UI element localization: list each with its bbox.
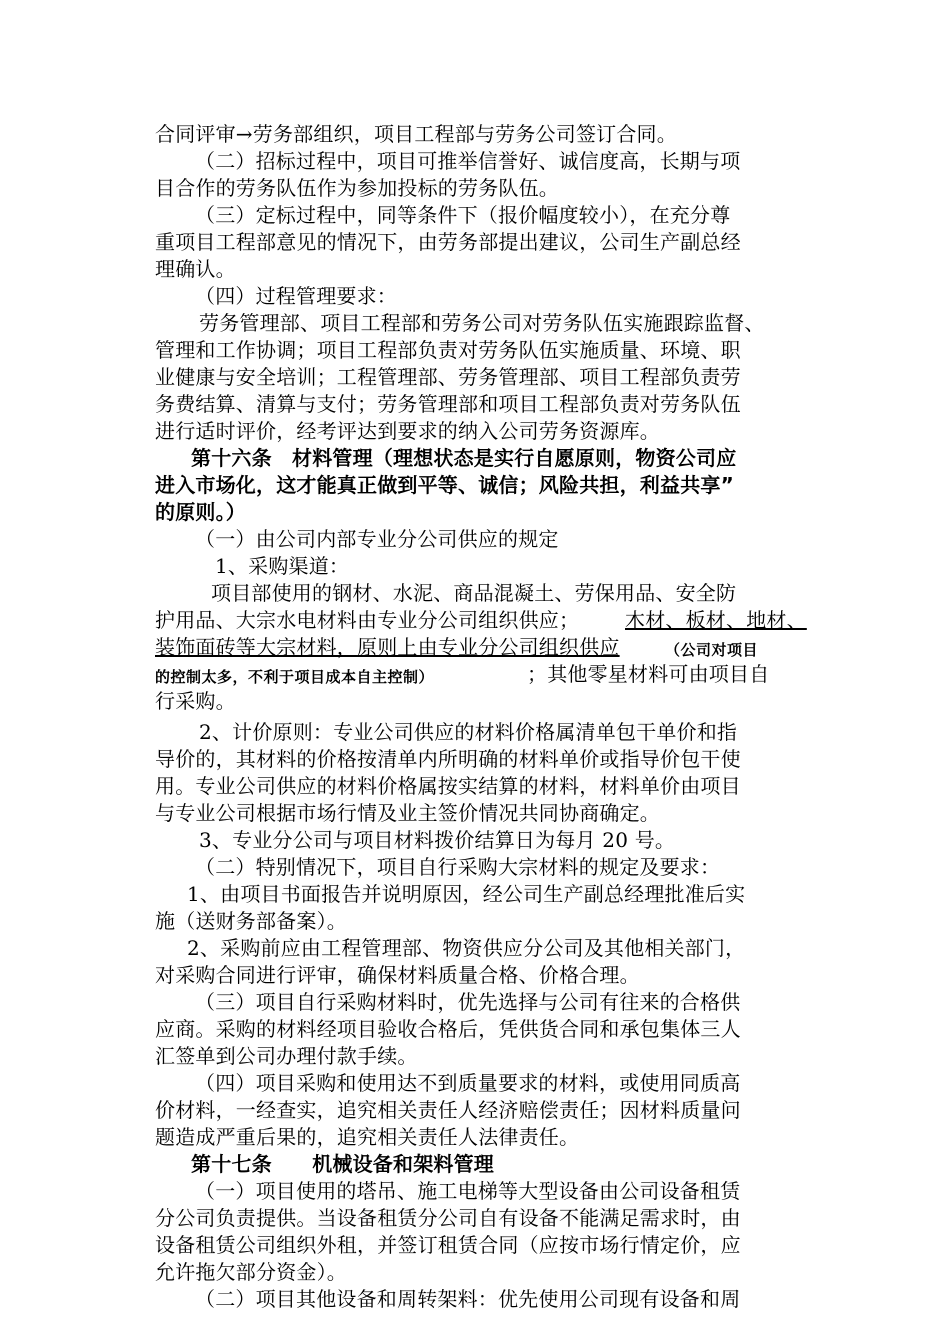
text-line: 管理和工作协调；项目工程部负责对劳务队伍实施质量、环境、职: [155, 338, 741, 362]
text-line: 允许拖欠部分资金）。: [155, 1260, 347, 1284]
text-line: （一）由公司内部专业分公司供应的规定: [195, 527, 559, 551]
text-line: （四）项目采购和使用达不到质量要求的材料，或使用同质高: [195, 1071, 741, 1095]
text-line: 行采购。: [155, 689, 236, 713]
text-line: （一）项目使用的塔吊、施工电梯等大型设备由公司设备租赁: [195, 1179, 741, 1203]
text-line: 分公司负责提供。当设备租赁分公司自有设备不能满足需求时，由: [155, 1206, 741, 1230]
article-16-heading-cont: 的原则。）: [155, 500, 246, 524]
text-line: 汇签单到公司办理付款手续。: [155, 1044, 418, 1068]
text-line: 施（送财务部备案）。: [155, 909, 347, 933]
text-line: 2、采购前应由工程管理部、物资供应分公司及其他相关部门，: [187, 936, 746, 960]
text-line: 3、专业分公司与项目材料拨价结算日为每月 20 号。: [199, 828, 676, 852]
text-line: 1、采购渠道：: [215, 554, 350, 578]
article-16-heading-cont: 进入市场化，这才能真正做到平等、诚信；风险共担，利益共享”: [155, 473, 734, 497]
text-line: （四）过程管理要求：: [195, 284, 397, 308]
text-line: （二）招标过程中，项目可推举信誉好、诚信度高，长期与项: [195, 149, 741, 173]
text-line: 题造成严重后果的，追究相关责任人法律责任。: [155, 1125, 580, 1149]
article-17-heading: 第十七条 机械设备和架料管理: [191, 1152, 494, 1176]
annotation-note: （公司对项目: [665, 641, 759, 659]
text-line: 应商。采购的材料经项目验收合格后，凭供货合同和承包集体三人: [155, 1017, 741, 1041]
text-line: 目合作的劳务队伍作为参加投标的劳务队伍。: [155, 176, 559, 200]
text-line: （三）项目自行采购材料时，优先选择与公司有往来的合格供: [195, 990, 741, 1014]
text-line: 2、计价原则：专业公司供应的材料价格属清单包干单价和指: [199, 720, 738, 744]
underlined-text: 木材、板材、地材、: [625, 608, 807, 632]
text-line: 重项目工程部意见的情况下，由劳务部提出建议，公司生产副总经: [155, 230, 741, 254]
text-line: 劳务管理部、项目工程部和劳务公司对劳务队伍实施跟踪监督、: [199, 311, 765, 335]
text-line: （二）项目其他设备和周转架料：优先使用公司现有设备和周: [195, 1287, 741, 1311]
text-line: 理确认。: [155, 257, 236, 281]
text-line: 1、由项目书面报告并说明原因，经公司生产副总经理批准后实: [187, 882, 746, 906]
article-16-heading: 第十六条 材料管理（理想状态是实行自愿原则，物资公司应: [191, 446, 737, 470]
text-line: 价材料，一经查实，追究相关责任人经济赔偿责任；因材料质量问: [155, 1098, 741, 1122]
text-line: 用。专业公司供应的材料价格属按实结算的材料，材料单价由项目: [155, 774, 741, 798]
text-line: （二）特别情况下，项目自行采购大宗材料的规定及要求：: [195, 855, 721, 879]
text-line: 合同评审→劳务部组织，项目工程部与劳务公司签订合同。: [155, 122, 677, 146]
text-line: 与专业公司根据市场行情及业主签价情况共同协商确定。: [155, 801, 660, 825]
text-line: 业健康与安全培训；工程管理部、劳务管理部、项目工程部负责劳: [155, 365, 741, 389]
text-line: ；其他零星材料可由项目自: [527, 662, 770, 686]
text-line: 导价的，其材料的价格按清单内所明确的材料单价或指导价包干使: [155, 747, 741, 771]
annotation-note: 的控制太多，不利于项目成本自主控制）: [155, 668, 435, 686]
text-line: （三）定标过程中，同等条件下（报价幅度较小），在充分尊: [195, 203, 731, 227]
text-line: 对采购合同进行评审，确保材料质量合格、价格合理。: [155, 963, 640, 987]
text-line: 务费结算、清算与支付；劳务管理部和项目工程部负责对劳务队伍: [155, 392, 741, 416]
underlined-text: 装饰面砖等大宗材料，原则上由专业分公司组织供应: [155, 635, 620, 659]
text-line: 进行适时评价，经考评达到要求的纳入公司劳务资源库。: [155, 419, 660, 443]
text-line: 护用品、大宗水电材料由专业分公司组织供应；: [155, 608, 580, 632]
text-line: 项目部使用的钢材、水泥、商品混凝土、劳保用品、安全防: [211, 581, 737, 605]
text-line: 设备租赁公司组织外租，并签订租赁合同（应按市场行情定价，应: [155, 1233, 741, 1257]
